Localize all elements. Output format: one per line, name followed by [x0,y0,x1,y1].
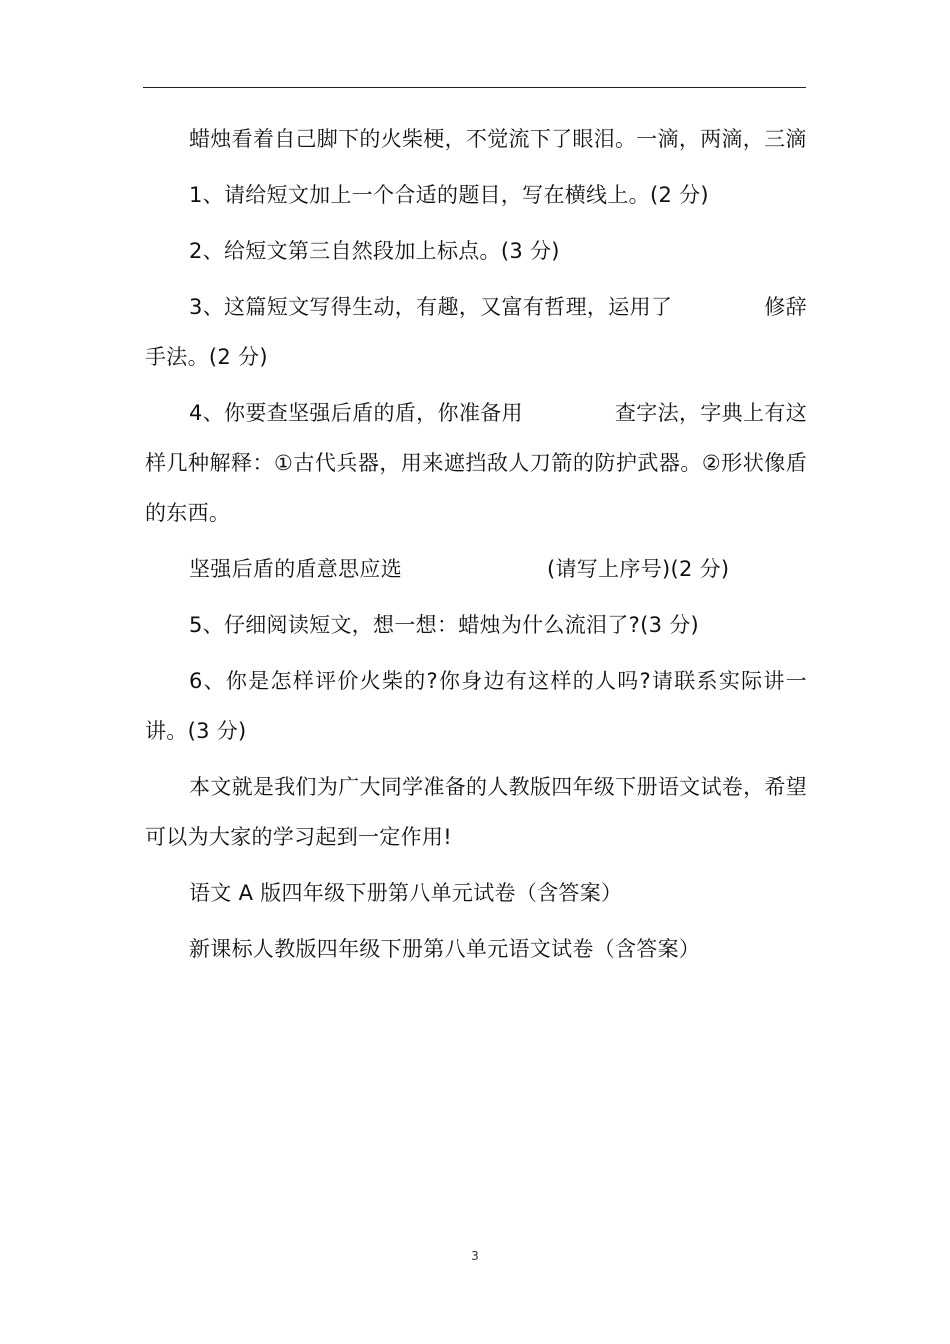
question-text: 2、给短文第三自然段加上标点。(3 分) [189,239,560,263]
paragraph-story-ending [145,114,807,164]
related-link-2[interactable] [145,924,807,974]
page-number: 3 [471,1249,479,1263]
question-2 [145,226,807,276]
link-text[interactable]: 语文 A 版四年级下册第八单元试卷（含答案） [189,881,623,905]
question-4 [145,388,807,538]
question-6 [145,656,807,756]
header-rule [143,87,806,88]
related-link-1[interactable] [145,868,807,918]
question-text-tail: 修辞手法。(2 分) [145,295,807,369]
paragraph-text: 蜡烛看着自己脚下的火柴梗，不觉流下了眼泪。一滴，两滴，三滴 [189,127,807,151]
question-3 [145,282,807,382]
link-text[interactable]: 新课标人教版四年级下册第八单元语文试卷（含答案） [189,937,701,961]
question-text: 6、你是怎样评价火柴的?你身边有这样的人吗?请联系实际讲一讲。(3 分) [145,669,807,743]
question-text: 3、这篇短文写得生动，有趣，又富有哲理，运用了 [189,295,673,319]
question-text: 坚强后盾的盾意思应选 [189,557,402,581]
question-4-sub [145,544,807,594]
question-text-tail: (请写上序号)(2 分) [547,557,730,581]
closing-remark [145,762,807,862]
question-text-tail: 查字法，字典上有这样几种解释：①古代兵器，用来遮挡敌人刀箭的防护武器。②形状像盾的东西。 [145,401,807,525]
question-text: 1、请给短文加上一个合适的题目，写在横线上。(2 分) [189,183,709,207]
question-text: 4、你要查坚强后盾的盾，你准备用 [189,401,523,425]
question-1 [145,170,807,220]
question-text: 5、仔细阅读短文，想一想：蜡烛为什么流泪了?(3 分) [189,613,700,637]
paragraph-text: 本文就是我们为广大同学准备的人教版四年级下册语文试卷，希望可以为大家的学习起到一定作用! [145,775,807,849]
document-body [145,114,807,980]
question-5 [145,600,807,650]
